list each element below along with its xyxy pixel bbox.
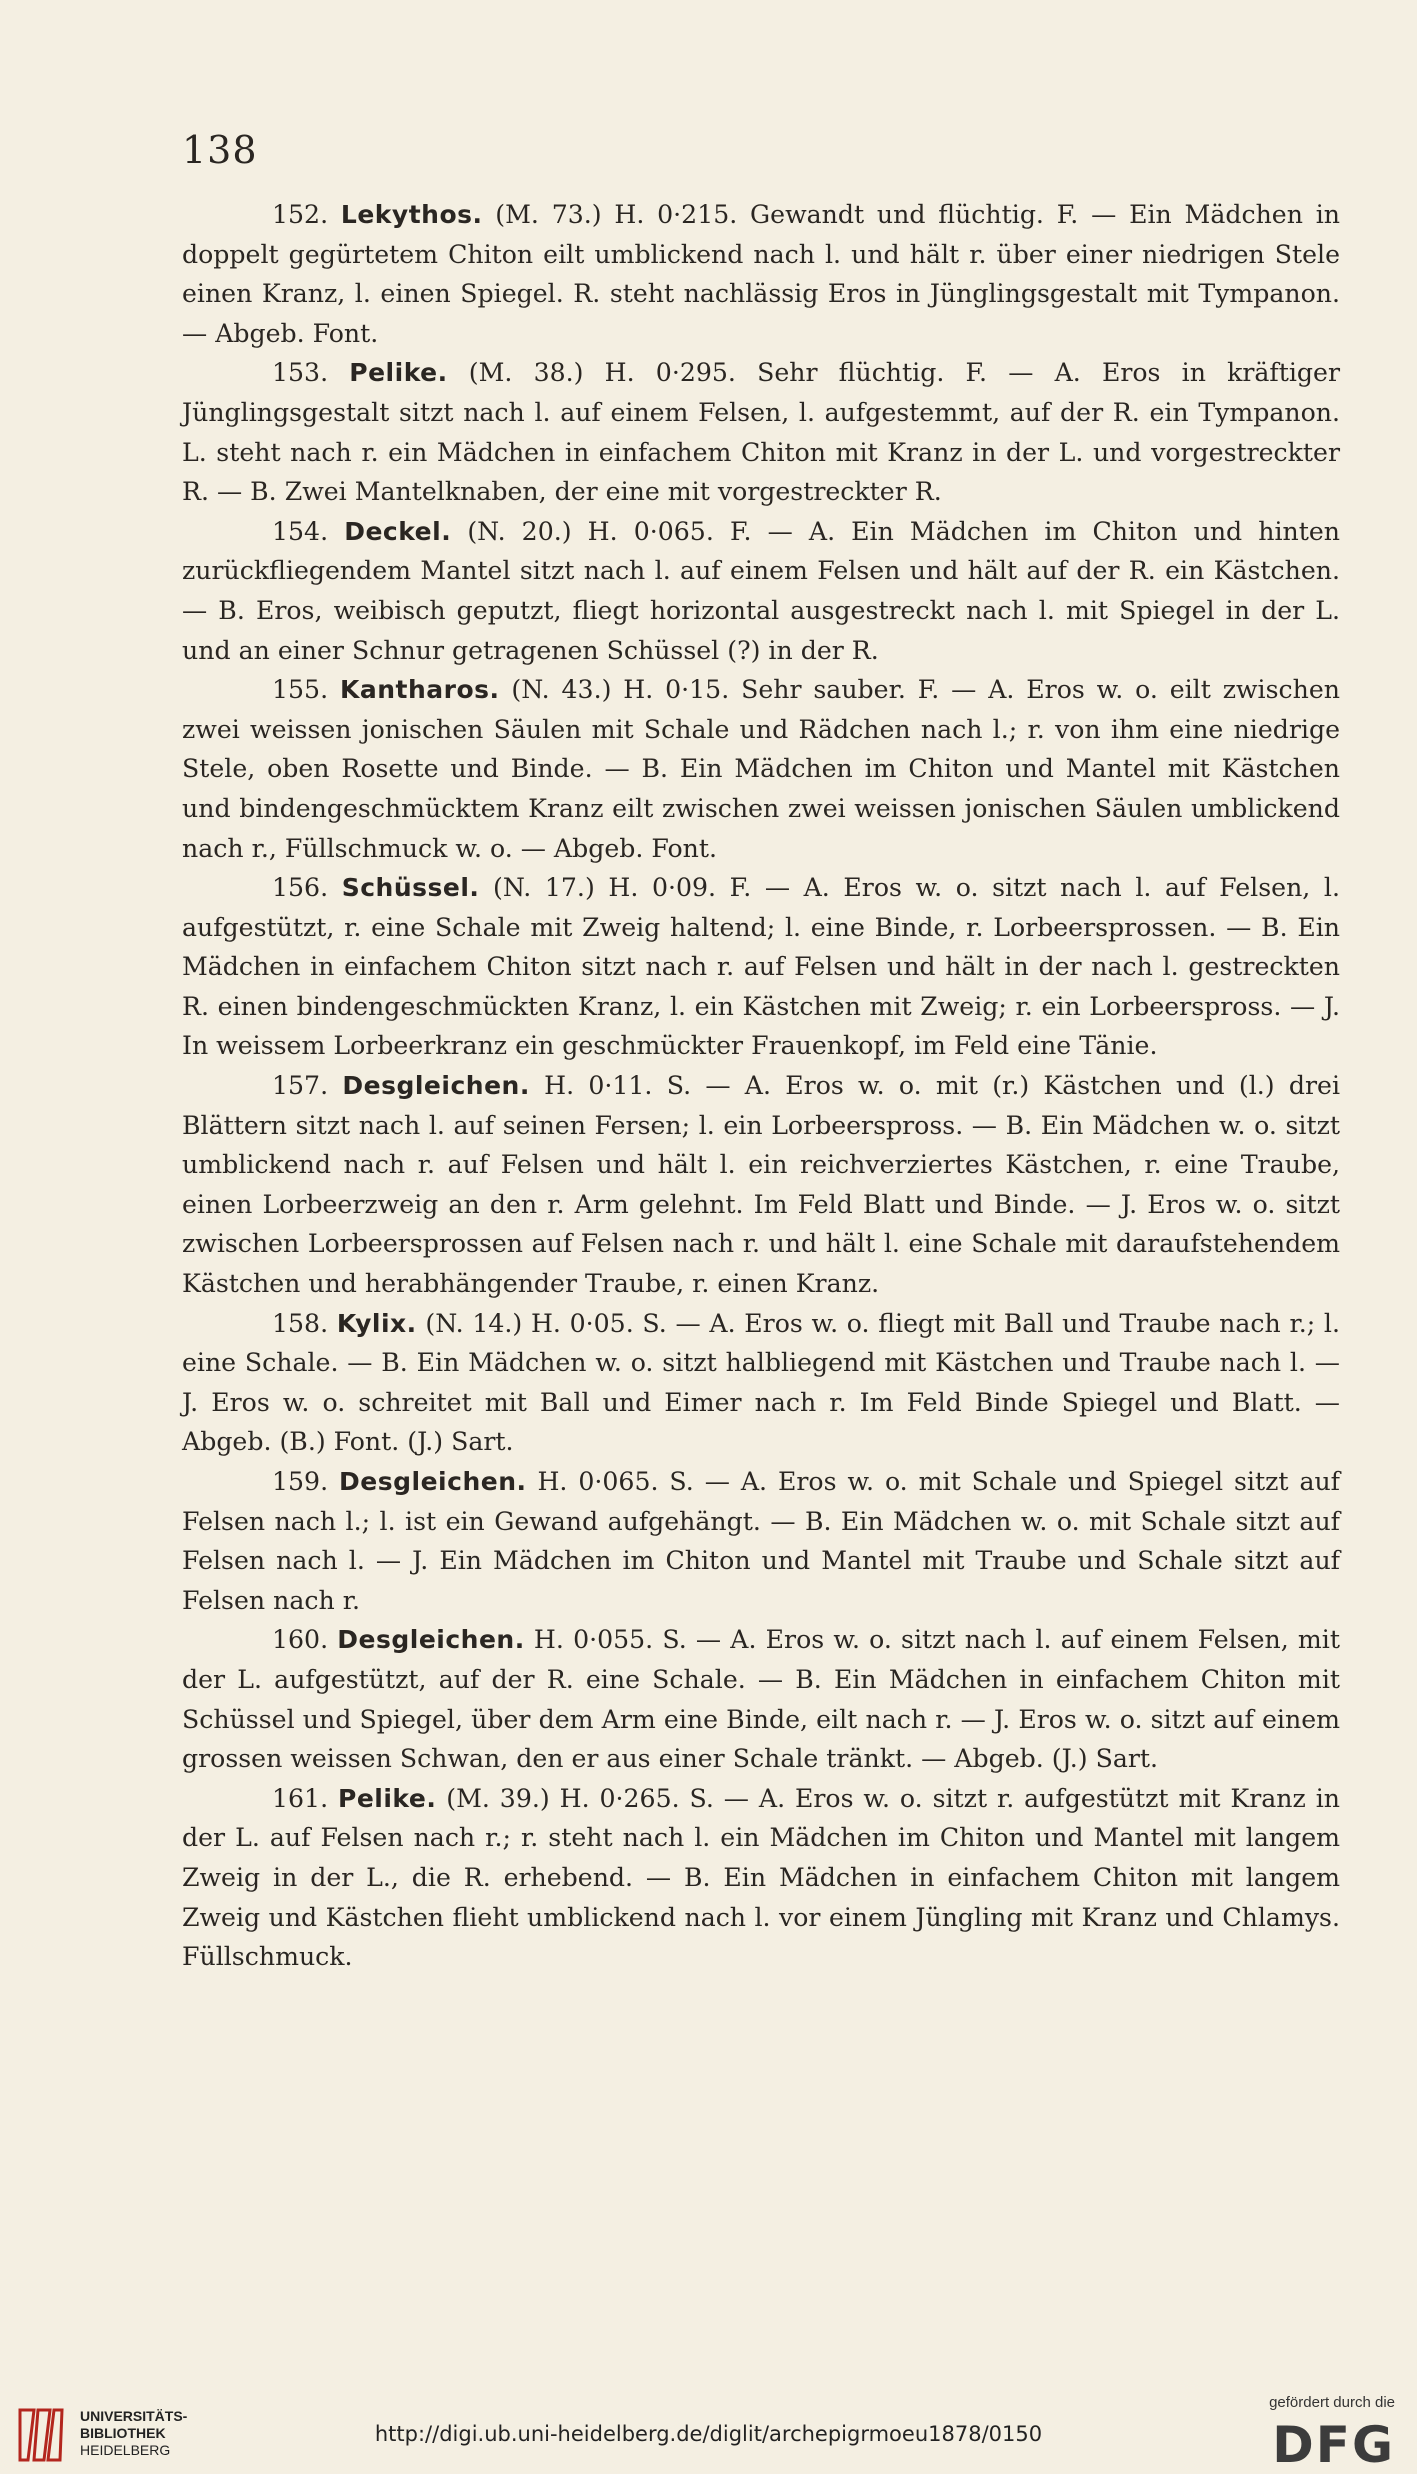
page-number: 138	[182, 128, 258, 172]
dfg-logo: DFG	[1272, 2416, 1395, 2474]
entry-number: 152.	[272, 200, 329, 229]
catalog-entry	[182, 1462, 1340, 1620]
library-line: BIBLIOTHEK	[80, 2425, 166, 2441]
entry-title: Pelike.	[349, 358, 448, 388]
entry-number: 155.	[272, 675, 329, 705]
entry-title: Desgleichen.	[337, 1625, 525, 1655]
catalog-entry	[182, 195, 1340, 353]
catalog-entry	[182, 1066, 1340, 1304]
catalog-entry	[182, 1779, 1340, 1977]
entry-title: Desgleichen.	[339, 1467, 527, 1496]
entry-number: 158.	[272, 1308, 329, 1338]
footer-bar	[0, 2380, 1417, 2474]
entry-title: Pelike.	[338, 1783, 437, 1813]
entry-text: (N. 43.) H. 0·15. Sehr sauber. F. — A. Eros w. o. eilt zwischen zwei weissen jonischen Säulen mit Schale und Rädchen nach l.; r. von ihm eine niedrige Stele, oben Rosette und Binde. — B. Ein Mädchen im Chiton und Mantel mit Kästchen und bindengeschmücktem Kranz eilt zwischen zwei weissen jonischen Säulen umblickend nach r., Füllschmuck w. o. — Abgeb. Font.	[182, 675, 1340, 863]
entry-title: Kylix.	[336, 1308, 417, 1338]
catalog-entry	[182, 1620, 1340, 1778]
catalog-entry	[182, 353, 1340, 511]
entry-title: Schüssel.	[341, 873, 480, 903]
catalog-text	[182, 195, 1340, 1977]
entry-text: H. 0·055. S. — A. Eros w. o. sitzt nach l. auf einem Felsen, mit der L. aufgestützt, auf der R. eine Schale. — B. Ein Mädchen in einfachem Chiton mit Schüssel und Spiegel, über dem Arm eine Binde, eilt nach r. — J. Eros w. o. sitzt auf einem grossen weissen Schwan, den er aus einer Schale tränkt. — Abgeb. (J.) Sart.	[182, 1625, 1340, 1774]
entry-text: H. 0·11. S. — A. Eros w. o. mit (r.) Kästchen und (l.) drei Blättern sitzt nach l. auf seinen Fersen; l. ein Lorbeerspross. — B. Ein Mädchen w. o. sitzt umblickend nach r. auf Felsen und hält l. ein reichverziertes Kästchen, r. eine Traube, einen Lorbeerzweig an den r. Arm gelehnt. Im Feld Blatt und Binde. — J. Eros w. o. sitzt zwischen Lorbeersprossen auf Felsen nach r. und hält l. eine Schale mit daraufstehendem Kästchen und herabhängender Traube, r. einen Kranz.	[182, 1071, 1340, 1299]
entry-title: Desgleichen.	[342, 1071, 530, 1101]
entry-title: Kantharos.	[339, 675, 500, 705]
funding-note: gefördert durch die	[1269, 2394, 1395, 2411]
entry-text: (M. 73.) H. 0·215. Gewandt und flüchtig. F. — Ein Mädchen in doppelt gegürtetem Chiton eilt umblickend nach l. und hält r. über einer niedrigen Stele einen Kranz, l. einen Spiegel. R. steht nachlässig Eros in Jünglingsgestalt mit Tympanon. — Abgeb. Font.	[182, 200, 1340, 348]
entry-text: (N. 20.) H. 0·065. F. — A. Ein Mädchen im Chiton und hinten zurückfliegendem Mantel sitzt nach l. auf einem Felsen und hält auf der R. ein Kästchen. — B. Eros, weibisch geputzt, fliegt horizontal ausgestreckt nach l. mit Spiegel in der L. und an einer Schnur getragenen Schüssel (?) in der R.	[182, 516, 1341, 665]
entry-title: Lekythos.	[340, 200, 483, 229]
entry-title: Deckel.	[344, 516, 452, 546]
catalog-entry	[182, 868, 1340, 1066]
entry-number: 156.	[272, 873, 329, 903]
catalog-entry	[182, 1304, 1340, 1462]
entry-number: 159.	[272, 1467, 329, 1496]
entry-number: 160.	[272, 1625, 329, 1655]
entry-number: 157.	[272, 1071, 329, 1101]
catalog-entry	[182, 670, 1340, 868]
entry-text: H. 0·065. S. — A. Eros w. o. mit Schale und Spiegel sitzt auf Felsen nach l.; l. ist ein Gewand aufgehängt. — B. Ein Mädchen w. o. mit Schale sitzt auf Felsen nach l. — J. Ein Mädchen im Chiton und Mantel mit Traube und Schale sitzt auf Felsen nach r.	[182, 1467, 1341, 1615]
entry-text: (N. 14.) H. 0·05. S. — A. Eros w. o. fliegt mit Ball und Traube nach r.; l. eine Schale. — B. Ein Mädchen w. o. sitzt halbliegend mit Kästchen und Traube nach l. — J. Eros w. o. schreitet mit Ball und Eimer nach r. Im Feld Binde Spiegel und Blatt. — Abgeb. (B.) Font. (J.) Sart.	[182, 1308, 1340, 1457]
entry-text: (N. 17.) H. 0·09. F. — A. Eros w. o. sitzt nach l. auf Felsen, l. aufgestützt, r. eine Schale mit Zweig haltend; l. eine Binde, r. Lorbeersprossen. — B. Ein Mädchen in einfachem Chiton sitzt nach r. auf Felsen und hält in der nach l. gestreckten R. einen bindengeschmückten Kranz, l. ein Kästchen mit Zweig; r. ein Lorbeerspross. — J. In weissem Lorbeerkranz ein geschmückter Frauenkopf, im Feld eine Tänie.	[182, 873, 1340, 1061]
entry-text: (M. 38.) H. 0·295. Sehr flüchtig. F. — A. Eros in kräftiger Jünglingsgestalt sitzt nach l. auf einem Felsen, l. aufgestemmt, auf der R. ein Tympanon. L. steht nach r. ein Mädchen in einfachem Chiton mit Kranz in der L. und vorgestreckter R. — B. Zwei Mantelknaben, der eine mit vorgestreckter R.	[182, 358, 1340, 507]
entry-number: 161.	[272, 1783, 329, 1813]
library-line: HEIDELBERG	[80, 2442, 171, 2458]
entry-number: 154.	[272, 516, 329, 546]
permalink-url[interactable]: http://digi.ub.uni-heidelberg.de/diglit/archepigrmoeu1878/0150	[374, 2422, 1043, 2446]
entry-number: 153.	[272, 358, 329, 388]
entry-text: (M. 39.) H. 0·265. S. — A. Eros w. o. sitzt r. aufgestützt mit Kranz in der L. auf Felsen nach r.; r. steht nach l. ein Mädchen im Chiton und Mantel mit langem Zweig in der L., die R. erhebend. — B. Ein Mädchen in einfachem Chiton mit langem Zweig und Kästchen flieht umblickend nach l. vor einem Jüngling mit Kranz und Chlamys. Füllschmuck.	[182, 1783, 1340, 1972]
catalog-entry	[182, 512, 1340, 670]
library-line: UNIVERSITÄTS-	[80, 2408, 188, 2424]
